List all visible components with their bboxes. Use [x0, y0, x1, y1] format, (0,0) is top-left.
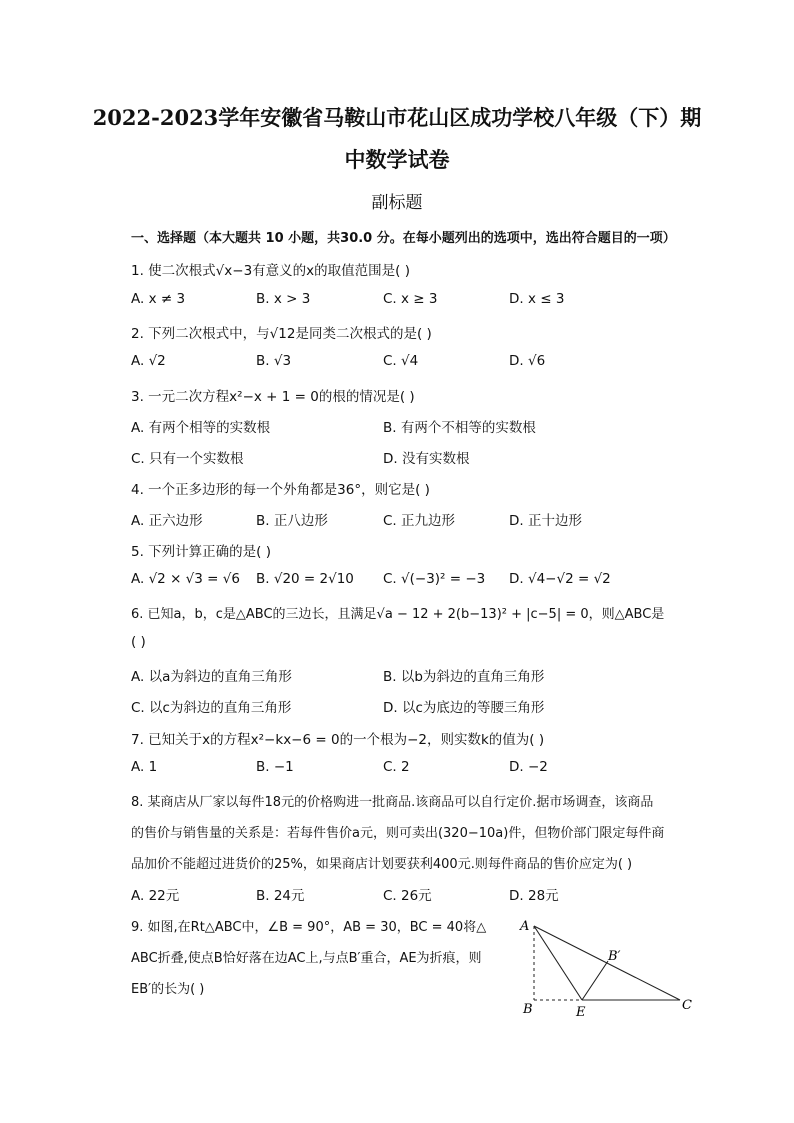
question-5-option-c: C. √(−3)² = −3	[383, 571, 486, 587]
question-6-option-d: D. 以c为底边的等腰三角形	[383, 700, 545, 716]
question-1-option-b: B. x > 3	[256, 291, 311, 307]
question-3-option-d: D. 没有实数根	[383, 451, 470, 467]
question-2-option-d: D. √6	[509, 353, 546, 369]
question-8-option-c: C. 26元	[383, 888, 432, 904]
label-a: A	[520, 919, 530, 934]
question-6-option-a: A. 以a为斜边的直角三角形	[131, 669, 292, 685]
question-4-stem: 4. 一个正多边形的每一个外角都是36°，则它是( )	[131, 482, 430, 498]
question-4-option-a: A. 正六边形	[131, 513, 203, 529]
question-9-stem-line3: EB′的长为( )	[131, 982, 205, 997]
question-7-option-c: C. 2	[383, 759, 410, 775]
section-header: 一、选择题（本大题共 10 小题，共30.0 分。在每小题列出的选项中，选出符合题目的一项）	[131, 231, 676, 246]
segment-ae-fold	[534, 926, 582, 1000]
question-4-option-d: D. 正十边形	[509, 513, 582, 529]
question-2-option-a: A. √2	[131, 353, 166, 369]
question-7-option-a: A. 1	[131, 759, 158, 775]
question-5-option-b: B. √20 = 2√10	[256, 571, 354, 587]
question-6-option-b: B. 以b为斜边的直角三角形	[383, 669, 545, 685]
question-8-option-d: D. 28元	[509, 888, 559, 904]
question-4-option-b: B. 正八边形	[256, 513, 328, 529]
question-1-stem: 1. 使二次根式√x−3有意义的x的取值范围是( )	[131, 263, 410, 279]
question-2-stem: 2. 下列二次根式中，与√12是同类二次根式的是( )	[131, 326, 432, 342]
question-8-option-a: A. 22元	[131, 888, 180, 904]
label-b: B	[523, 1002, 533, 1017]
segment-eb-prime	[582, 961, 608, 1000]
question-2-option-c: C. √4	[383, 353, 419, 369]
question-6-stem-line1: 6. 已知a，b，c是△ABC的三边长，且满足√a − 12 + 2(b−13)² + |c−5| = 0，则△ABC是	[131, 607, 665, 622]
question-3-option-b: B. 有两个不相等的实数根	[383, 420, 536, 436]
label-c: C	[682, 998, 692, 1013]
question-7-stem: 7. 已知关于x的方程x²−kx−6 = 0的一个根为−2，则实数k的值为( )	[131, 732, 545, 748]
question-8-option-b: B. 24元	[256, 888, 305, 904]
exam-subtitle: 副标题	[371, 193, 423, 213]
question-8-stem-line1: 8. 某商店从厂家以每件18元的价格购进一批商品.该商品可以自行定价.据市场调查，该商品	[131, 795, 654, 810]
question-5-option-d: D. √4−√2 = √2	[509, 571, 611, 587]
label-b-prime: B′	[608, 949, 621, 964]
question-6-stem-line2: ( )	[131, 634, 146, 650]
question-1-option-c: C. x ≥ 3	[383, 291, 438, 307]
question-5-option-a: A. √2 × √3 = √6	[131, 571, 240, 587]
question-7-option-b: B. −1	[256, 759, 294, 775]
question-1-option-a: A. x ≠ 3	[131, 291, 186, 307]
question-3-option-a: A. 有两个相等的实数根	[131, 420, 271, 436]
question-8-stem-line3: 品加价不能超过进货价的25%，如果商店计划要获利400元.则每件商品的售价应定为( )	[131, 857, 633, 872]
question-3-stem: 3. 一元二次方程x²−x + 1 = 0的根的情况是( )	[131, 389, 415, 405]
question-1-option-d: D. x ≤ 3	[509, 291, 565, 307]
label-e: E	[576, 1005, 586, 1020]
question-7-option-d: D. −2	[509, 759, 548, 775]
exam-title-line2: 中数学试卷	[344, 147, 450, 172]
question-6-option-c: C. 以c为斜边的直角三角形	[131, 700, 292, 716]
exam-title-line1: 2022-2023学年安徽省马鞍山市花山区成功学校八年级（下）期	[92, 105, 702, 130]
question-4-option-c: C. 正九边形	[383, 513, 456, 529]
question-8-stem-line2: 的售价与销售量的关系是：若每件售价a元，则可卖出(320−10a)件，但物价部门限定每件商	[131, 826, 665, 841]
question-2-option-b: B. √3	[256, 353, 292, 369]
question-9-stem-line1: 9. 如图,在Rt△ABC中，∠B = 90°，AB = 30，BC = 40将△	[131, 920, 487, 935]
question-5-stem: 5. 下列计算正确的是( )	[131, 544, 271, 560]
question-9-stem-line2: ABC折叠,使点B恰好落在边AC上,与点B′重合，AE为折痕，则	[131, 951, 482, 966]
question-9-figure	[516, 916, 696, 1026]
question-3-option-c: C. 只有一个实数根	[131, 451, 244, 467]
